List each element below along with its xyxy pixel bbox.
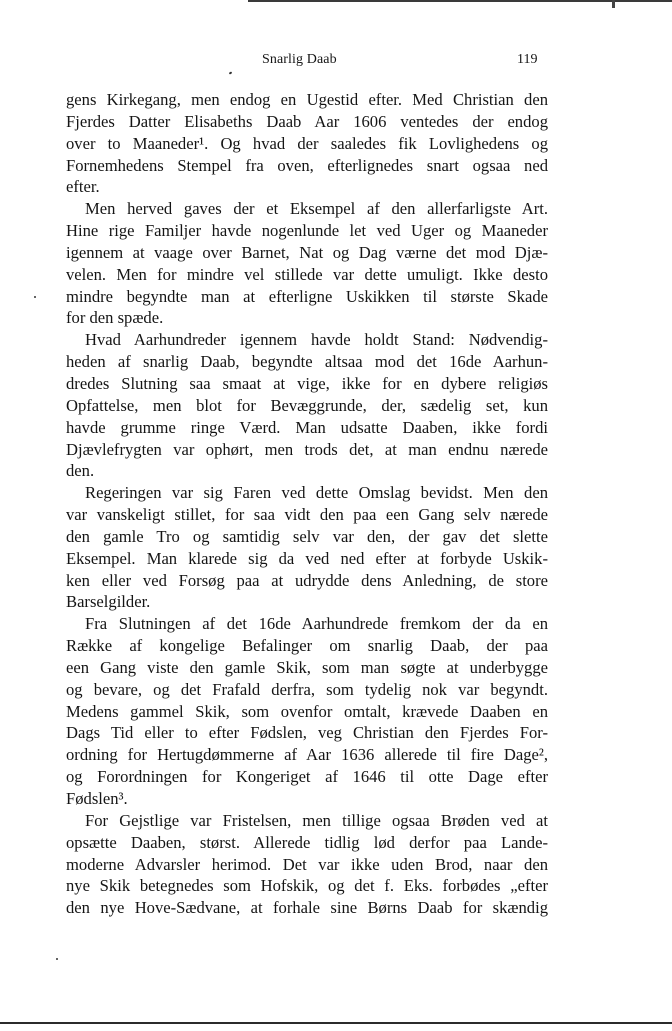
text-line: Medens gammel Skik, som ovenfor omtalt, krævede Daaben en (66, 701, 548, 721)
text-line: velen. Men for mindre vel stillede var dette umuligt. Ikke desto (66, 264, 548, 284)
text-line: For Gejstlige var Fristelsen, men tillige ogsaa Brøden ved at (85, 810, 548, 830)
text-line: var vanskeligt stillet, for saa vidt den paa een Gang selv nærede (66, 505, 548, 525)
text-line: Række af kongelige Befalinger om snarlig Daab, der paa (66, 636, 548, 656)
text-line: nye Skik betegnedes som Hofskik, og det f. Eks. forbødes „efter (66, 876, 548, 896)
text-line: den gamle Tro og samtidig selv var den, der gav det slette (66, 526, 548, 546)
text-line: ordning for Hertugdømmerne af Aar 1636 allerede til fire Dage², (66, 745, 548, 765)
text-line: over to Maaneder¹. Og hvad der saaledes fik Lovlighedens og (66, 133, 548, 153)
text-line: moderne Advarsler herimod. Det var ikke uden Brod, naar den (66, 854, 548, 874)
text-line: Fra Slutningen af det 16de Aarhundrede fremkom der da en (85, 614, 548, 634)
text-line: Dags Tid eller to efter Fødslen, veg Christian den Fjerdes For- (66, 723, 548, 743)
scan-edge-top (248, 0, 672, 2)
print-speck (34, 296, 36, 298)
page-number: 119 (517, 52, 538, 67)
text-line: og bevare, og det Frafald derfra, som tydelig nok var begyndt. (66, 679, 548, 699)
page-body-text (66, 89, 548, 919)
text-line: gens Kirkegang, men endog en Ugestid efter. Med Christian den (66, 90, 548, 109)
text-line: havde grumme ringe Værd. Man udsatte Daaben, ikke fordi (66, 417, 548, 437)
text-line: for den spæde. (66, 308, 164, 328)
text-line: Hine rige Familjer havde nogenlunde let ved Uger og Maaneder (66, 221, 548, 241)
text-line: een Gang viste den gamle Skik, som man søgte at underbygge (66, 657, 548, 677)
print-speck (229, 71, 233, 74)
text-line: efter. (66, 177, 100, 197)
running-header-title: Snarlig Daab (262, 52, 337, 67)
text-line: den. (66, 461, 95, 481)
text-line: igennem at vaage over Barnet, Nat og Dag værne det mod Djæ- (66, 242, 548, 262)
text-line: Fødslen³. (66, 789, 128, 808)
text-line: Hvad Aarhundreder igennem havde holdt Stand: Nødvendig- (85, 330, 548, 350)
text-line: mindre begyndte man at efterligne Uskikken til største Skade (66, 286, 548, 306)
scan-edge-mark (612, 0, 615, 8)
text-line: Fornemhedens Stempel fra oven, efterlignedes snart ogsaa ned (66, 155, 548, 175)
text-line: Regeringen var sig Faren ved dette Omslag bevidst. Men den (85, 483, 548, 503)
print-speck (56, 958, 58, 960)
scan-edge-bottom (0, 1022, 672, 1024)
text-line: heden af snarlig Daab, begyndte altsaa mod det 16de Aarhun- (66, 352, 548, 372)
text-line: dredes Slutning saa smaat at vige, ikke for en dybere religiøs (66, 373, 548, 393)
text-line: Eksempel. Man klarede sig da ved ned efter at forbyde Uskik- (66, 548, 548, 568)
text-line: og Forordningen for Kongeriget af 1646 til otte Dage efter (66, 767, 548, 787)
text-line: Opfattelse, men blot for Bevæggrunde, der, sædelig set, kun (66, 395, 548, 415)
text-line: opsætte Daaben, størst. Allerede tidlig lød derfor paa Lande- (66, 832, 548, 852)
text-line: Fjerdes Datter Elisabeths Daab Aar 1606 ventedes der endog (66, 111, 548, 131)
text-line: ken eller ved Forsøg paa at udrydde dens Anledning, de store (66, 570, 548, 590)
text-line: Men herved gaves der et Eksempel af den allerfarligste Art. (85, 199, 548, 219)
text-line: Djævlefrygten var ophørt, men trods det, at man endnu nærede (66, 439, 548, 459)
text-line: Barselgilder. (66, 592, 151, 612)
text-line: den nye Hove-Sædvane, at forhale sine Børns Daab for skændig (66, 898, 548, 918)
